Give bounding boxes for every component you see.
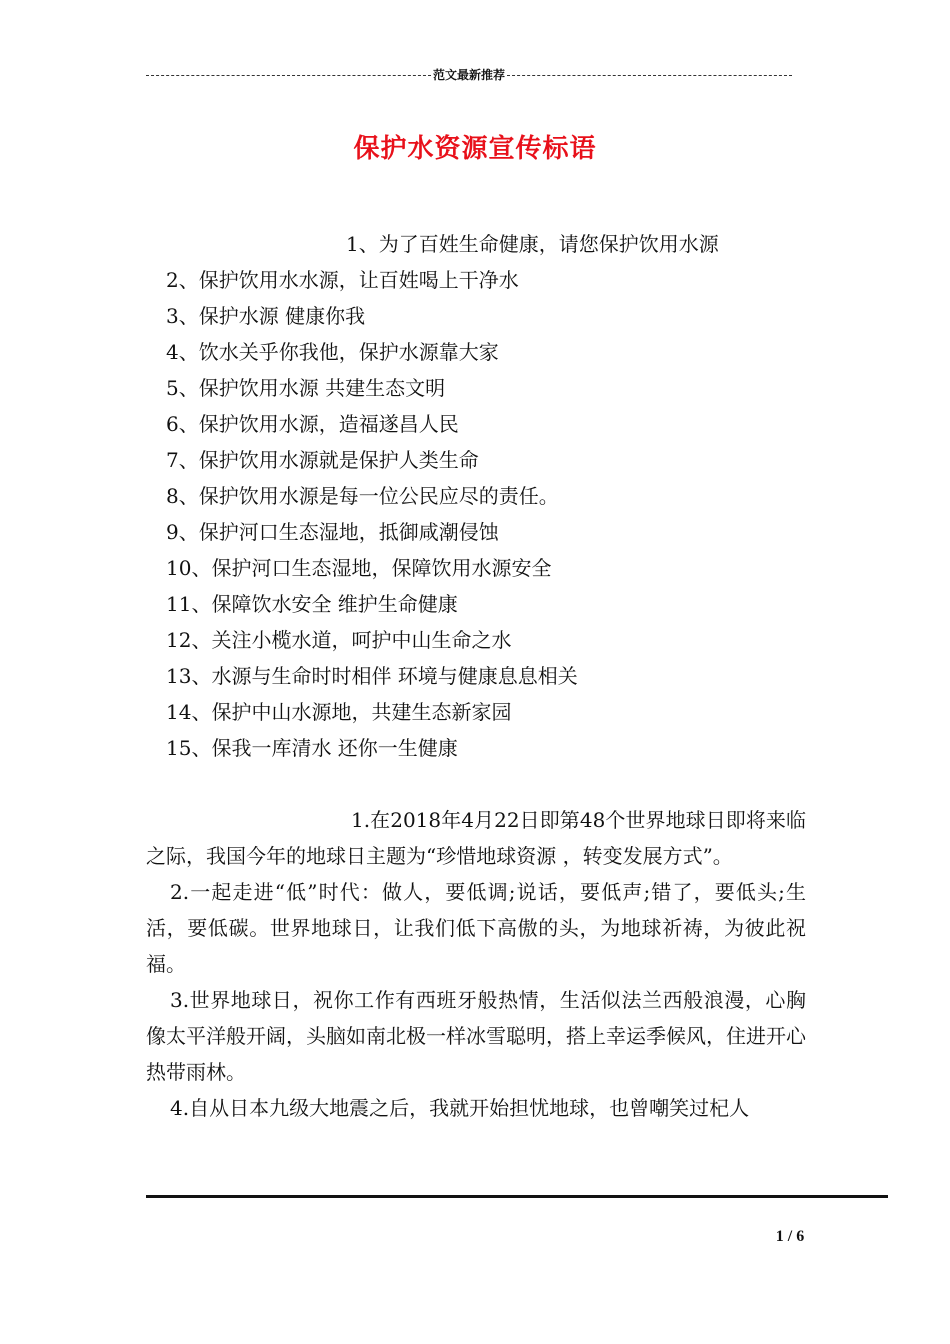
slogan-item: 2、保护饮用水水源，让百姓喝上干净水 bbox=[166, 268, 519, 292]
document-body bbox=[146, 226, 806, 1126]
header-label: 范文最新推荐 bbox=[433, 68, 506, 82]
slogan-item: 1、为了百姓生命健康，请您保护饮用水源 bbox=[346, 232, 719, 256]
slogan-item: 13、水源与生命时时相伴 环境与健康息息相关 bbox=[166, 664, 578, 688]
paragraph: 4.自从日本九级大地震之后，我就开始担忧地球，也曾嘲笑过杞人 bbox=[170, 1096, 750, 1120]
paragraph: 1.在2018年4月22日即第48个世界地球日即将来临之际，我国今年的地球日主题为“珍惜地球资源 ，转变发展方式”。 bbox=[146, 808, 806, 868]
header-dash-left bbox=[146, 75, 431, 76]
slogan-item: 4、饮水关乎你我他，保护水源靠大家 bbox=[166, 340, 499, 364]
slogan-item: 9、保护河口生态湿地，抵御咸潮侵蚀 bbox=[166, 520, 499, 544]
page-header bbox=[146, 66, 792, 83]
slogan-item: 5、保护饮用水源 共建生态文明 bbox=[166, 376, 446, 400]
page-number: 1 / 6 bbox=[775, 1228, 805, 1245]
slogan-list bbox=[146, 226, 806, 766]
paragraph-section bbox=[146, 802, 806, 1126]
slogan-item: 15、保我一库清水 还你一生健康 bbox=[166, 736, 458, 760]
footer-divider bbox=[146, 1195, 888, 1198]
slogan-item: 8、保护饮用水源是每一位公民应尽的责任。 bbox=[166, 484, 559, 508]
paragraph: 2.一起走进“低”时代：做人，要低调;说话，要低声;错了，要低头;生活，要低碳。世界地球日，让我们低下高傲的头，为地球祈祷，为彼此祝福。 bbox=[146, 880, 806, 976]
slogan-item: 14、保护中山水源地，共建生态新家园 bbox=[166, 700, 512, 724]
header-dash-right bbox=[507, 75, 792, 76]
slogan-item: 3、保护水源 健康你我 bbox=[166, 304, 366, 328]
slogan-item: 7、保护饮用水源就是保护人类生命 bbox=[166, 448, 479, 472]
paragraph: 3.世界地球日，祝你工作有西班牙般热情，生活似法兰西般浪漫，心胸像太平洋般开阔，头脑如南北极一样冰雪聪明，搭上幸运季候风，住进开心热带雨林。 bbox=[146, 988, 806, 1084]
slogan-item: 10、保护河口生态湿地，保障饮用水源安全 bbox=[166, 556, 552, 580]
document-title: 保护水资源宣传标语 bbox=[353, 134, 597, 164]
slogan-item: 6、保护饮用水源，造福遂昌人民 bbox=[166, 412, 459, 436]
slogan-item: 11、保障饮水安全 维护生命健康 bbox=[166, 592, 458, 616]
slogan-item: 12、关注小榄水道，呵护中山生命之水 bbox=[166, 628, 512, 652]
